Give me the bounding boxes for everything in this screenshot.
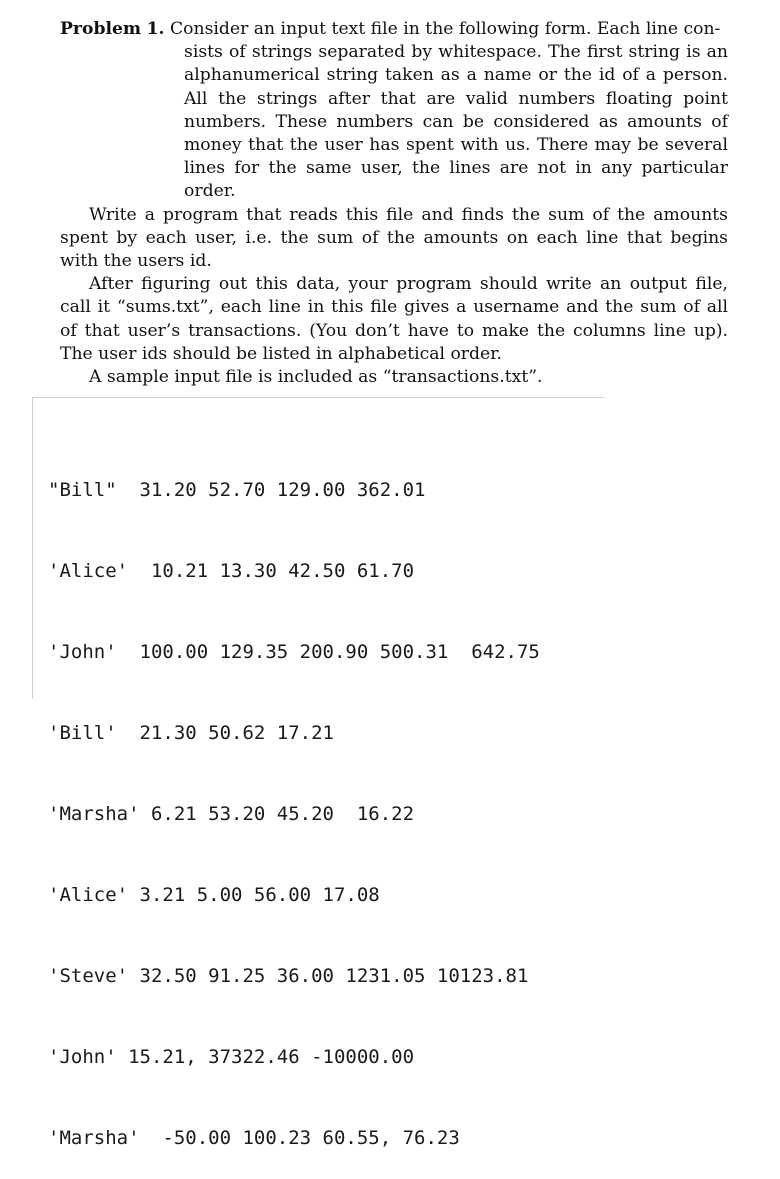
problem-number: 1. [146,19,165,39]
paragraph-1-body: sists of strings separated by whitespace. The first string is an alphanumerical string taken as a name or the id of a person. All the strings after that are valid numbers floating point numbers. These numbers can be considered as amounts of money that the user has spent with us. There may be several lines for the same user, the lines are not in any particular order. [184,42,728,202]
paragraph-1 [60,18,728,204]
sample-file-line: 'Bill' 21.30 50.62 17.21 [48,722,334,744]
sample-file-line: 'Steve' 32.50 91.25 36.00 1231.05 10123.81 [48,965,529,987]
paragraph-2: Write a program that reads this file and finds the sum of the amounts spent by each user, i.e. the sum of the amounts on each line that begins with the users id. [60,204,728,272]
sample-file-line: 'Alice' 10.21 13.30 42.50 61.70 [48,560,415,582]
paragraph-3: After figuring out this data, your program should write an output file, call it “sums.txt”, each line in this file gives a username and the sum of all of that user’s transactions. (You don’t have to make the columns line up). The user ids should be listed in alphabetical order. [60,274,728,364]
problem-statement [60,18,728,389]
sample-file-line: 'John' 15.21, 37322.46 -10000.00 [48,1046,415,1068]
problem-label: Problem [60,19,142,39]
sample-file-listing [48,423,540,1179]
sample-file-line: 'Marsha' 6.21 53.20 45.20 16.22 [48,803,415,825]
sample-file-line: 'Marsha' -50.00 100.23 60.55, 76.23 [48,1127,460,1149]
sample-file-line: 'Alice' 3.21 5.00 56.00 17.08 [48,884,380,906]
paragraph-1-first-line: Consider an input text file in the following form. Each line con- [170,19,721,39]
paragraph-4: A sample input file is included as “transactions.txt”. [89,367,543,388]
sample-file-line: 'John' 100.00 129.35 200.90 500.31 642.75 [48,641,540,663]
sample-file-line: "Bill" 31.20 52.70 129.00 362.01 [48,479,426,501]
